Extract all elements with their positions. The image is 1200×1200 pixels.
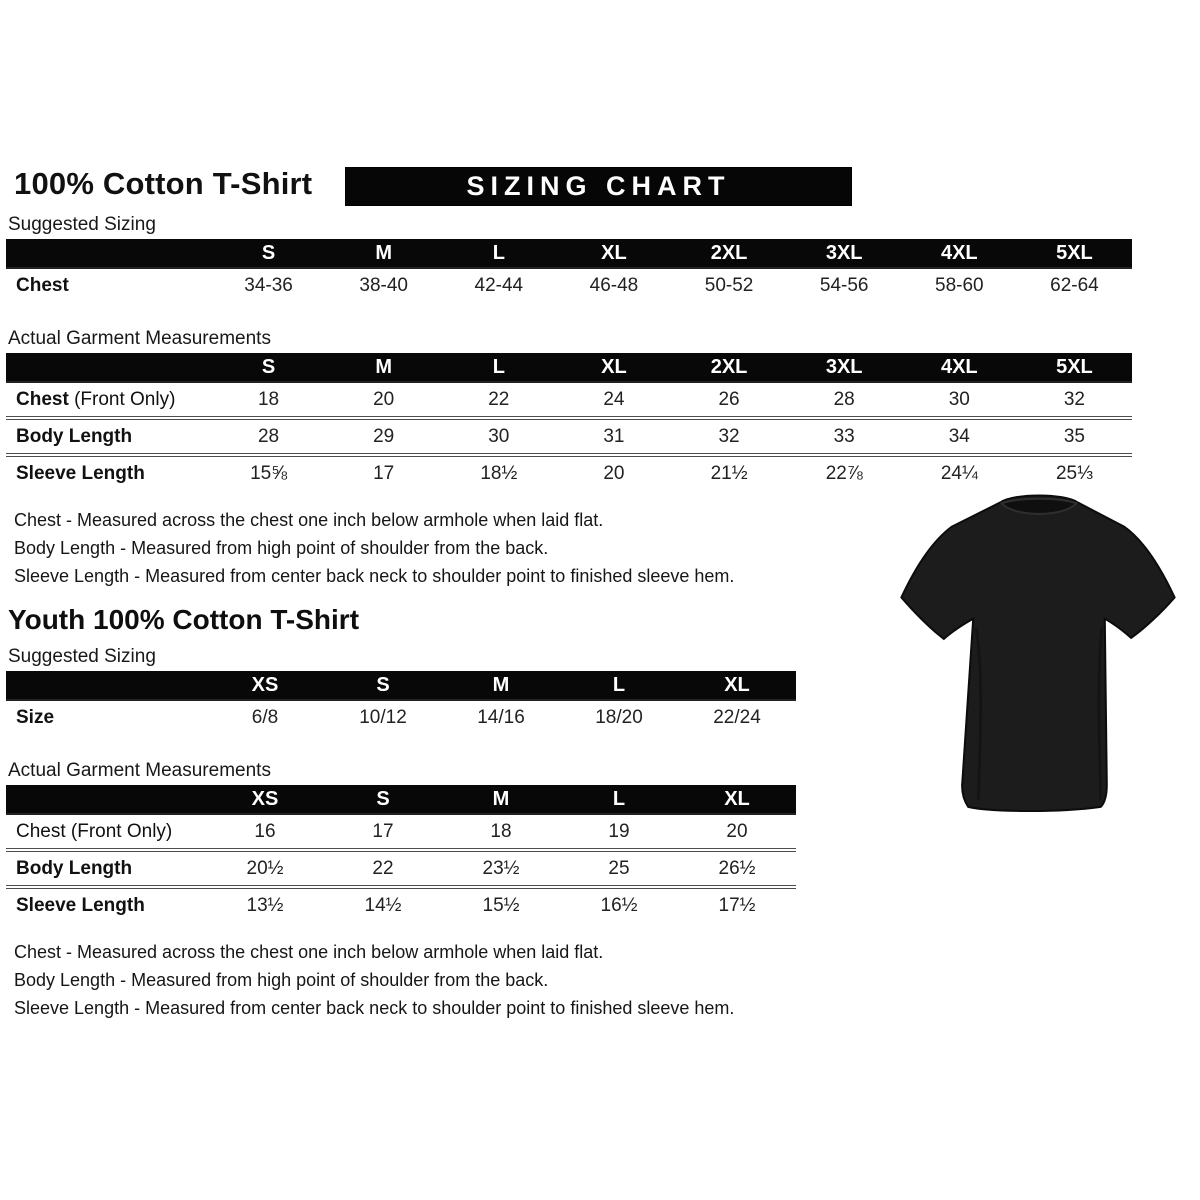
size-column-header: 2XL	[672, 239, 787, 268]
size-column-header: XS	[206, 785, 324, 814]
measurement-cell: 14½	[324, 887, 442, 922]
measurement-cell: 16	[254, 820, 276, 842]
measurement-cell: 30	[441, 418, 556, 455]
measurement-cell: 25	[560, 850, 678, 887]
size-column-header: 4XL	[902, 239, 1017, 268]
youth-actual-measurements-label: Actual Garment Measurements	[8, 760, 271, 781]
adult-actual-measurements-table	[6, 353, 1132, 490]
size-column-header: L	[560, 785, 678, 814]
measurement-cell: 58-60	[935, 274, 984, 296]
youth-title: Youth 100% Cotton T-Shirt	[8, 604, 360, 635]
row-label: Chest (Front Only)	[16, 388, 176, 410]
measurement-note: Chest - Measured across the chest one inch below armhole when laid flat.	[14, 942, 604, 962]
header-row	[6, 166, 1200, 210]
measurement-cell: 35	[1017, 418, 1132, 455]
size-column-header: XL	[556, 353, 671, 382]
measurement-cell: 42-44	[474, 274, 524, 296]
measurement-cell: 15½	[442, 887, 560, 922]
table-row	[6, 850, 796, 887]
measurement-cell: 26	[718, 388, 740, 410]
size-column-header: XL	[556, 239, 671, 268]
row-label-column-header	[6, 353, 211, 382]
size-column-header: M	[442, 671, 560, 700]
size-column-header: S	[324, 785, 442, 814]
size-column-header: L	[441, 353, 556, 382]
measurement-cell: 28	[833, 388, 855, 410]
size-column-header: 4XL	[902, 353, 1017, 382]
row-label: Sleeve Length	[6, 455, 211, 490]
measurement-cell: 23½	[442, 850, 560, 887]
row-label: Chest (Front Only)	[16, 820, 173, 842]
size-column-header: 5XL	[1017, 239, 1132, 268]
measurement-cell: 17½	[678, 887, 796, 922]
adult-suggested-sizing-label: Suggested Sizing	[8, 214, 156, 235]
measurement-cell: 15⅝	[211, 455, 326, 490]
measurement-cell: 19	[608, 820, 630, 842]
measurement-cell: 13½	[206, 887, 324, 922]
measurement-cell: 20½	[206, 850, 324, 887]
size-column-header: S	[324, 671, 442, 700]
tshirt-body-shape	[901, 495, 1174, 811]
measurement-cell: 18½	[441, 455, 556, 490]
measurement-cell: 38-40	[359, 274, 408, 296]
table-row	[6, 814, 796, 850]
size-header-row	[6, 785, 796, 814]
measurement-cell: 62-64	[1050, 274, 1099, 296]
measurement-cell: 34	[902, 418, 1017, 455]
youth-suggested-sizing-table	[6, 671, 796, 734]
row-label: Body Length	[6, 850, 206, 887]
measurement-cell: 54-56	[819, 274, 869, 296]
measurement-cell: 50-52	[704, 274, 754, 296]
adult-suggested-sizing-table	[6, 239, 1132, 302]
sizing-chart-banner: SIZING CHART	[345, 167, 852, 206]
size-header-row	[6, 239, 1132, 268]
size-header-row	[6, 353, 1132, 382]
measurement-note: Body Length - Measured from high point of shoulder from the back.	[14, 538, 549, 558]
size-column-header: 3XL	[787, 353, 902, 382]
youth-actual-measurements-table	[6, 785, 796, 922]
measurement-note: Sleeve Length - Measured from center back neck to shoulder point to finished sleeve hem.	[14, 566, 735, 586]
measurement-cell: 32	[672, 418, 787, 455]
measurement-cell: 21½	[672, 455, 787, 490]
size-column-header: S	[211, 353, 326, 382]
tshirt-image	[886, 476, 1192, 820]
measurement-cell: 33	[787, 418, 902, 455]
measurement-cell: 20	[556, 455, 671, 490]
measurement-cell: 17	[372, 820, 394, 842]
measurement-cell: 16½	[560, 887, 678, 922]
measurement-cell: 18/20	[595, 706, 643, 728]
measurement-cell: 22⅞	[787, 455, 902, 490]
size-column-header: XL	[678, 785, 796, 814]
row-label-column-header	[6, 785, 206, 814]
size-column-header: 3XL	[787, 239, 902, 268]
size-column-header: M	[326, 353, 441, 382]
measurement-cell: 18	[490, 820, 512, 842]
table-row	[6, 382, 1132, 418]
measurement-cell: 24	[603, 388, 625, 410]
measurement-cell: 18	[257, 388, 280, 410]
measurement-cell: 29	[326, 418, 441, 455]
measurement-cell: 6/8	[251, 706, 279, 728]
table-row	[6, 887, 796, 922]
table-row	[6, 268, 1132, 302]
size-column-header: S	[211, 239, 326, 268]
measurement-cell: 46-48	[589, 274, 639, 296]
measurement-cell: 10/12	[359, 706, 407, 728]
measurement-cell: 22	[324, 850, 442, 887]
youth-suggested-sizing-label: Suggested Sizing	[8, 646, 156, 667]
row-label-column-header	[6, 239, 211, 268]
measurement-cell: 32	[1063, 388, 1085, 410]
adult-actual-measurements-label: Actual Garment Measurements	[8, 328, 271, 349]
row-label: Body Length	[6, 418, 211, 455]
youth-measurement-notes	[14, 938, 1200, 1022]
measurement-cell: 24¼	[902, 455, 1017, 490]
size-column-header: M	[442, 785, 560, 814]
row-label: Size	[16, 706, 55, 728]
page-title: 100% Cotton T-Shirt	[14, 166, 313, 201]
table-row	[6, 418, 1132, 455]
size-column-header: 2XL	[672, 353, 787, 382]
measurement-note: Sleeve Length - Measured from center back neck to shoulder point to finished sleeve hem.	[14, 998, 735, 1018]
measurement-cell: 22/24	[713, 706, 761, 728]
size-header-row	[6, 671, 796, 700]
measurement-cell: 25⅓	[1017, 455, 1132, 490]
table-row	[6, 700, 796, 734]
size-column-header: L	[560, 671, 678, 700]
size-column-header: L	[441, 239, 556, 268]
size-column-header: 5XL	[1017, 353, 1132, 382]
row-label: Chest	[16, 274, 69, 296]
measurement-cell: 20	[373, 388, 395, 410]
size-column-header: XL	[678, 671, 796, 700]
measurement-cell: 14/16	[477, 706, 525, 728]
measurement-cell: 26½	[678, 850, 796, 887]
measurement-cell: 30	[948, 388, 970, 410]
measurement-cell: 17	[326, 455, 441, 490]
size-column-header: M	[326, 239, 441, 268]
row-label: Sleeve Length	[6, 887, 206, 922]
measurement-note: Chest - Measured across the chest one inch below armhole when laid flat.	[14, 510, 604, 530]
measurement-cell: 28	[211, 418, 326, 455]
measurement-note: Body Length - Measured from high point of shoulder from the back.	[14, 970, 549, 990]
measurement-cell: 34-36	[244, 274, 293, 296]
measurement-cell: 31	[556, 418, 671, 455]
size-column-header: XS	[206, 671, 324, 700]
measurement-cell: 22	[488, 388, 510, 410]
measurement-cell: 20	[726, 820, 748, 842]
row-label-column-header	[6, 671, 206, 700]
